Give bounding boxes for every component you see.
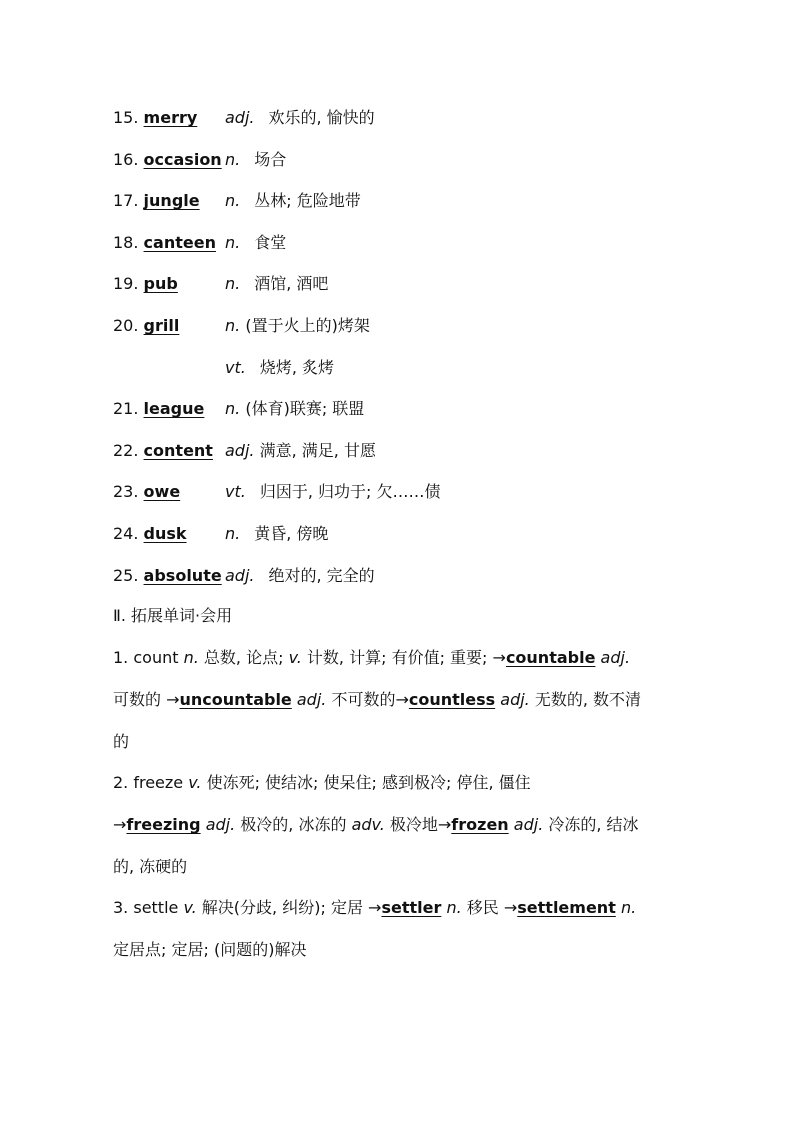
vocab-row bbox=[113, 106, 375, 130]
section-title: Ⅱ. 拓展单词·会用 bbox=[113, 606, 233, 625]
entry-freeze-line-2: →freezing adj. 极冷的, 冰冻的 adv. 极冷地→frozen adj. 冷冻的, 结冰 bbox=[113, 815, 639, 834]
part-of-speech: adj. bbox=[225, 108, 255, 127]
vocab-row bbox=[113, 522, 329, 546]
vocab-number: 24. bbox=[113, 524, 139, 543]
definition-text: 场合 bbox=[254, 150, 287, 169]
derived-word: countless bbox=[408, 690, 496, 709]
vocab-number: 23. bbox=[113, 482, 139, 501]
derived-word: settlement bbox=[517, 898, 616, 917]
vocab-definition bbox=[225, 522, 328, 546]
vocab-definition bbox=[225, 397, 364, 421]
vocab-word: absolute bbox=[143, 566, 222, 585]
definition-text: 满意, 满足, 甘愿 bbox=[259, 441, 376, 460]
definition-text: 烧烤, 炙烤 bbox=[259, 358, 335, 377]
vocab-number: 15. bbox=[113, 108, 139, 127]
part-of-speech: n. bbox=[225, 150, 241, 169]
vocab-number: 16. bbox=[113, 150, 139, 169]
definition-text: 归因于, 归功于; 欠……债 bbox=[259, 482, 441, 501]
entry-freeze-line-1: 2. freeze v. 使冻死; 使结冰; 使呆住; 感到极冷; 停住, 僵住 bbox=[113, 773, 531, 792]
part-of-speech: n. bbox=[225, 399, 241, 418]
vocab-row bbox=[113, 314, 370, 338]
derived-word: uncountable bbox=[179, 690, 292, 709]
entry-settle-line-2: 定居点; 定居; (问题的)解决 bbox=[113, 940, 307, 959]
vocab-definition bbox=[225, 148, 286, 172]
vocab-word: pub bbox=[143, 274, 178, 293]
vocab-word: content bbox=[143, 441, 213, 460]
derived-word: settler bbox=[381, 898, 442, 917]
part-of-speech: n. bbox=[225, 316, 241, 335]
vocab-definition bbox=[225, 231, 286, 255]
entry-count-line-3: 的 bbox=[113, 732, 130, 751]
definition-text: 食堂 bbox=[254, 233, 287, 252]
vocab-word: jungle bbox=[143, 191, 200, 210]
vocab-word: canteen bbox=[143, 233, 216, 252]
vocab-word: dusk bbox=[143, 524, 187, 543]
part-of-speech: adj. bbox=[225, 566, 255, 585]
vocab-definition bbox=[225, 356, 334, 380]
vocab-row bbox=[113, 480, 441, 504]
vocab-number: 18. bbox=[113, 233, 139, 252]
vocab-definition bbox=[225, 189, 361, 213]
vocab-word: occasion bbox=[143, 150, 222, 169]
entry-settle-line-1: 3. settle v. 解决(分歧, 纠纷); 定居 →settler n. 移民 →settlement n. bbox=[113, 898, 637, 917]
definition-text: (置于火上的)烤架 bbox=[245, 316, 370, 335]
definition-text: 欢乐的, 愉快的 bbox=[268, 108, 375, 127]
vocab-number: 22. bbox=[113, 441, 139, 460]
vocab-number: 21. bbox=[113, 399, 139, 418]
vocab-definition bbox=[225, 439, 376, 463]
part-of-speech: n. bbox=[225, 191, 241, 210]
vocab-number: 19. bbox=[113, 274, 139, 293]
vocab-definition bbox=[225, 564, 375, 588]
entry-freeze-line-3: 的, 冻硬的 bbox=[113, 857, 188, 876]
part-of-speech: vt. bbox=[225, 358, 246, 377]
vocab-row bbox=[113, 397, 365, 421]
definition-text: (体育)联赛; 联盟 bbox=[245, 399, 365, 418]
definition-text: 黄昏, 傍晚 bbox=[254, 524, 329, 543]
definition-text: 丛林; 危险地带 bbox=[254, 191, 361, 210]
vocab-row bbox=[113, 148, 287, 172]
definition-text: 绝对的, 完全的 bbox=[268, 566, 375, 585]
entry-count-line-1: 1. count n. 总数, 论点; v. 计数, 计算; 有价值; 重要; →countable adj. bbox=[113, 648, 631, 667]
part-of-speech: adj. bbox=[225, 441, 255, 460]
vocab-word: league bbox=[143, 399, 205, 418]
derived-word: frozen bbox=[451, 815, 509, 834]
part-of-speech: vt. bbox=[225, 482, 246, 501]
derived-word: countable bbox=[505, 648, 596, 667]
part-of-speech: n. bbox=[225, 524, 241, 543]
vocab-word: merry bbox=[143, 108, 198, 127]
vocab-row bbox=[113, 439, 376, 463]
vocab-number: 20. bbox=[113, 316, 139, 335]
vocab-row bbox=[113, 272, 329, 296]
part-of-speech: n. bbox=[225, 274, 241, 293]
vocab-row bbox=[113, 189, 361, 213]
derived-word: freezing bbox=[126, 815, 201, 834]
vocab-definition bbox=[225, 480, 440, 504]
entry-count-line-2: 可数的 →uncountable adj. 不可数的→countless adj. 无数的, 数不清 bbox=[113, 690, 642, 709]
vocab-row bbox=[113, 231, 287, 255]
vocab-word: grill bbox=[143, 316, 180, 335]
vocab-number: 17. bbox=[113, 191, 139, 210]
vocab-row bbox=[113, 564, 375, 588]
part-of-speech: n. bbox=[225, 233, 241, 252]
vocab-number: 25. bbox=[113, 566, 139, 585]
vocab-word: owe bbox=[143, 482, 181, 501]
vocab-definition bbox=[225, 272, 328, 296]
vocab-definition bbox=[225, 106, 375, 130]
vocab-definition bbox=[225, 314, 370, 338]
definition-text: 酒馆, 酒吧 bbox=[254, 274, 329, 293]
